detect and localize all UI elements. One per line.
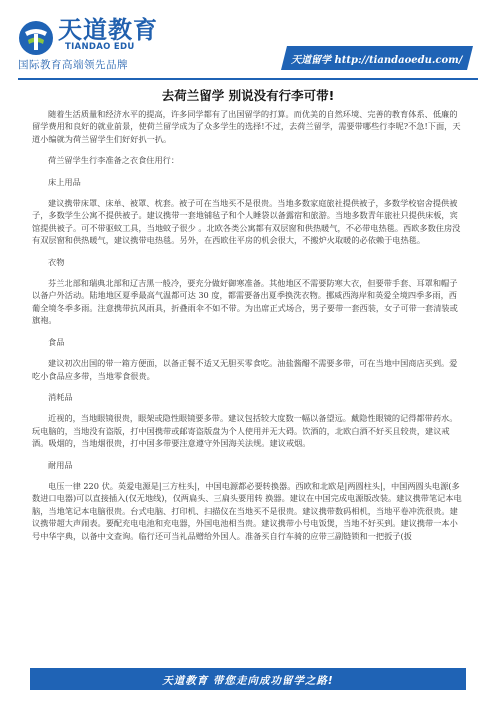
logo-chinese-text: 天道教育 <box>58 16 158 44</box>
body-paragraph: 电压一律 220 伏。英爱电源是|三方柱头|，中国电源都必要转换器。西欧和北欧是|两圆柱头|，中国两圆头电源(多数进口电器)可以直接插入(仅无地线)，仅两扁头、三扁头要用转 换器。建议在中国完成电源版改装。建议携带笔记本电脑，当地笔记本电脑很贵。台式电脑、打印机、扫描仪在当地买不是很贵。建议携带数码相机，当地平卷冲洗很贵。建议携带超大声闹表。要配充电电池和充电器，外国电池相当贵。建议携带小号电饭煲，当地不好买到。建议携带一本小号中华字典，以备中文查询。临行还可当礼品赠给外国人。准备买自行车骑的应带三副链锁和一把扳子(扳 <box>32 480 462 541</box>
footer-banner <box>30 668 466 690</box>
section-heading-clothing: 衣物 <box>48 256 65 267</box>
document-title: 去荷兰留学 别说没有行李可带! <box>161 88 335 103</box>
body-paragraph: 建议初次出国的带一箱方便面，以备正餐不适又无胆买零食吃。油盐酱醋不需要多带，可在当地中国商店买到。爱吃小食品应多带，当地零食很贵。 <box>32 358 458 381</box>
body-paragraph: 芬兰北部和瑞典北部和辽吉黑一般冷，要充分做好御寒准备。其他地区不需要防寒大衣，但要带手套、耳罩和帽子以备户外活动。陆地地区夏季最高气温都可达 30 度，都需要备出夏季换洗衣物。挪威西海岸和英爱全境四季多雨，西葡全境冬季多雨。注意携带抗风雨具，折叠雨伞不如不带。为出席正式场合，男子要带一套西装，女子可带一套清装或旗袍。 <box>32 278 458 326</box>
logo-english-text: TIANDAO EDU <box>65 42 135 52</box>
footer-slogan: 天道教育 带您走向成功留学之路! <box>162 675 334 687</box>
logo-emblem-icon <box>18 20 54 56</box>
body-paragraph: 建议携带床罩、床单、被罩、枕套。被子可在当地买不是很贵。当地多数家庭旅社提供被子，多数学校宿舍提供被子，多数学生公寓不提供被子。建议携带一套地铺毡子和个人睡袋以备露宿和旅游。当地多数青年旅社只提供床板，宾馆提供被子。可不带驱蚊工具，当地蚊子很少 。北欧各类公寓都有双层窗和供热暖气，不必带电热毯。西欧多数住房没有双层窗和供热暖气，建议携带电热毯。另外，在西欧住平房的机会很大，不搬炉火取暖的必依赖于电热毯。 <box>32 198 461 246</box>
tiandao-logo[interactable] <box>18 17 178 73</box>
section-heading-consumables: 消耗品 <box>48 391 73 402</box>
document-body <box>32 108 464 551</box>
header-divider <box>18 78 478 80</box>
page-header <box>0 0 496 80</box>
body-paragraph: 近视的，当地眼镜很贵，眼架或隐性眼镜要多带。建议包括较大度数一幅以备望远。戴隐性眼镜的记得都带药水。玩电脑的，当地没有盗版，打中国携带或邮寄盗版盘为个人使用并无大碍。饮酒的，北欧白酒不好买且较贵，建议戒酒。吸烟的，当地烟很贵，打中国多带要注意遵守外国海关法规。建议戒烟。 <box>32 413 458 449</box>
header-banner-link[interactable]: 天道留学 http://tiandaoedu.com/ <box>291 55 463 66</box>
section-heading-food: 食品 <box>48 336 65 347</box>
section-heading-bedding: 床上用品 <box>48 176 81 187</box>
body-paragraph: 荷兰留学生行李准备之衣食住用行： <box>48 155 180 166</box>
body-paragraph: 随着生活质量和经济水平的提高，许多同学都有了出国留学的打算。而优美的自然环境、完善的教育体系、低廉的留学费用和良好的就业前景，使荷兰留学成为了众多学生的选择!不过，去荷兰留学，需要带哪些行李呢?不急!下面，天道小编就为荷兰留学生们好好扒一扒。 <box>32 109 461 144</box>
logo-slogan: 国际教育高端领先品牌 <box>18 59 128 71</box>
section-heading-durables: 耐用品 <box>48 459 73 470</box>
